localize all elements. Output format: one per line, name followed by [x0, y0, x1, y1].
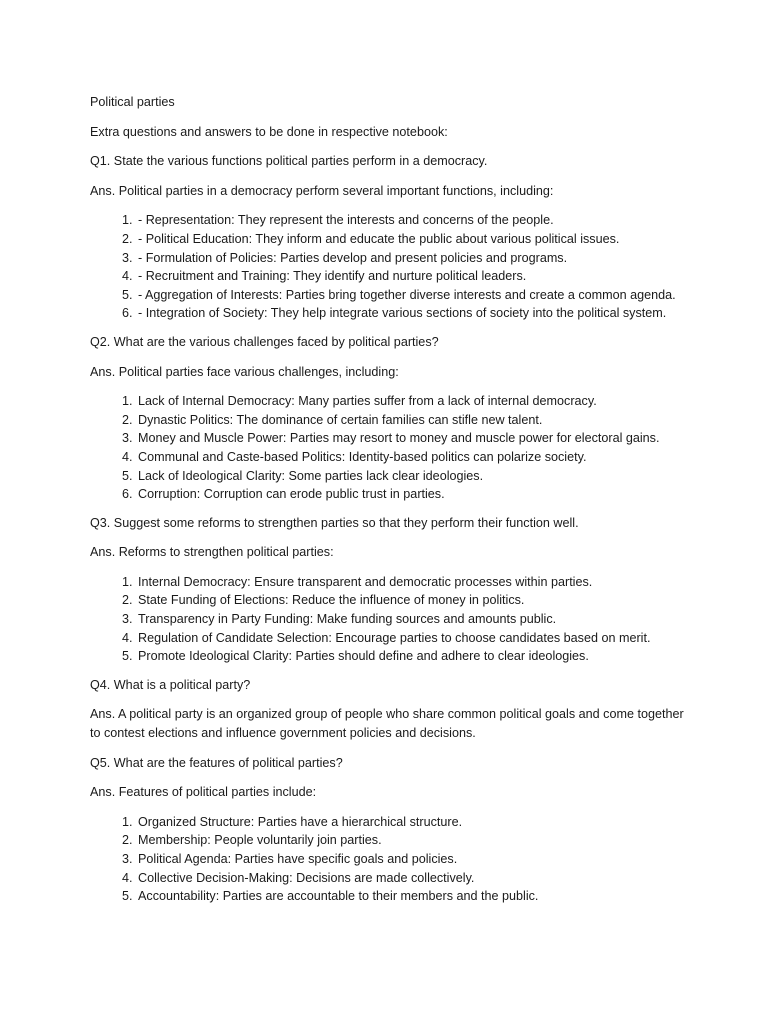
list-item: 4. Collective Decision-Making: Decisions are made collectively. [136, 869, 690, 888]
q2-question: Q2. What are the various challenges faced by political parties? [90, 334, 439, 349]
list-item: 4. - Recruitment and Training: They identify and nurture political leaders. [136, 267, 690, 286]
intro-text: Extra questions and answers to be done in respective notebook: [90, 124, 448, 139]
q1-answer: Ans. Political parties in a democracy perform several important functions, including: [90, 183, 554, 198]
list-item: 3. Money and Muscle Power: Parties may resort to money and muscle power for electoral gains. [136, 429, 690, 448]
q1-list [90, 211, 690, 323]
list-item: 5. Lack of Ideological Clarity: Some parties lack clear ideologies. [136, 467, 690, 486]
q2-list [90, 392, 690, 504]
list-item: 2. State Funding of Elections: Reduce the influence of money in politics. [136, 591, 690, 610]
list-item: 3. Transparency in Party Funding: Make funding sources and amounts public. [136, 610, 690, 629]
list-item: 1. - Representation: They represent the interests and concerns of the people. [136, 211, 690, 230]
list-item: 2. - Political Education: They inform and educate the public about various political issues. [136, 230, 690, 249]
list-item: 5. Accountability: Parties are accountable to their members and the public. [136, 887, 690, 906]
list-item: 1. Organized Structure: Parties have a hierarchical structure. [136, 813, 690, 832]
document-title: Political parties [90, 95, 175, 109]
list-item: 1. Lack of Internal Democracy: Many parties suffer from a lack of internal democracy. [136, 392, 690, 411]
q3-answer: Ans. Reforms to strengthen political parties: [90, 545, 334, 560]
q4-answer: Ans. A political party is an organized group of people who share common political goals and come together to contest elections and influence government policies and decisions. [90, 707, 684, 741]
list-item: 6. - Integration of Society: They help integrate various sections of society into the political system. [136, 304, 690, 323]
q3-list [90, 573, 690, 666]
list-item: 2. Membership: People voluntarily join parties. [136, 831, 690, 850]
q2-answer: Ans. Political parties face various challenges, including: [90, 364, 399, 379]
list-item: 2. Dynastic Politics: The dominance of certain families can stifle new talent. [136, 411, 690, 430]
q5-list [90, 813, 690, 906]
q1-question: Q1. State the various functions political parties perform in a democracy. [90, 154, 488, 169]
q3-question: Q3. Suggest some reforms to strengthen parties so that they perform their function well. [90, 515, 579, 530]
document-body [90, 93, 690, 916]
list-item: 1. Internal Democracy: Ensure transparent and democratic processes within parties. [136, 573, 690, 592]
list-item: 5. - Aggregation of Interests: Parties bring together diverse interests and create a common agenda. [136, 286, 690, 305]
list-item: 5. Promote Ideological Clarity: Parties should define and adhere to clear ideologies. [136, 647, 690, 666]
list-item: 3. - Formulation of Policies: Parties develop and present policies and programs. [136, 249, 690, 268]
list-item: 4. Regulation of Candidate Selection: Encourage parties to choose candidates based on merit. [136, 629, 690, 648]
q4-question: Q4. What is a political party? [90, 677, 251, 692]
list-item: 4. Communal and Caste-based Politics: Identity-based politics can polarize society. [136, 448, 690, 467]
list-item: 3. Political Agenda: Parties have specific goals and policies. [136, 850, 690, 869]
q5-question: Q5. What are the features of political parties? [90, 755, 343, 770]
list-item: 6. Corruption: Corruption can erode public trust in parties. [136, 485, 690, 504]
q5-answer: Ans. Features of political parties include: [90, 785, 317, 800]
